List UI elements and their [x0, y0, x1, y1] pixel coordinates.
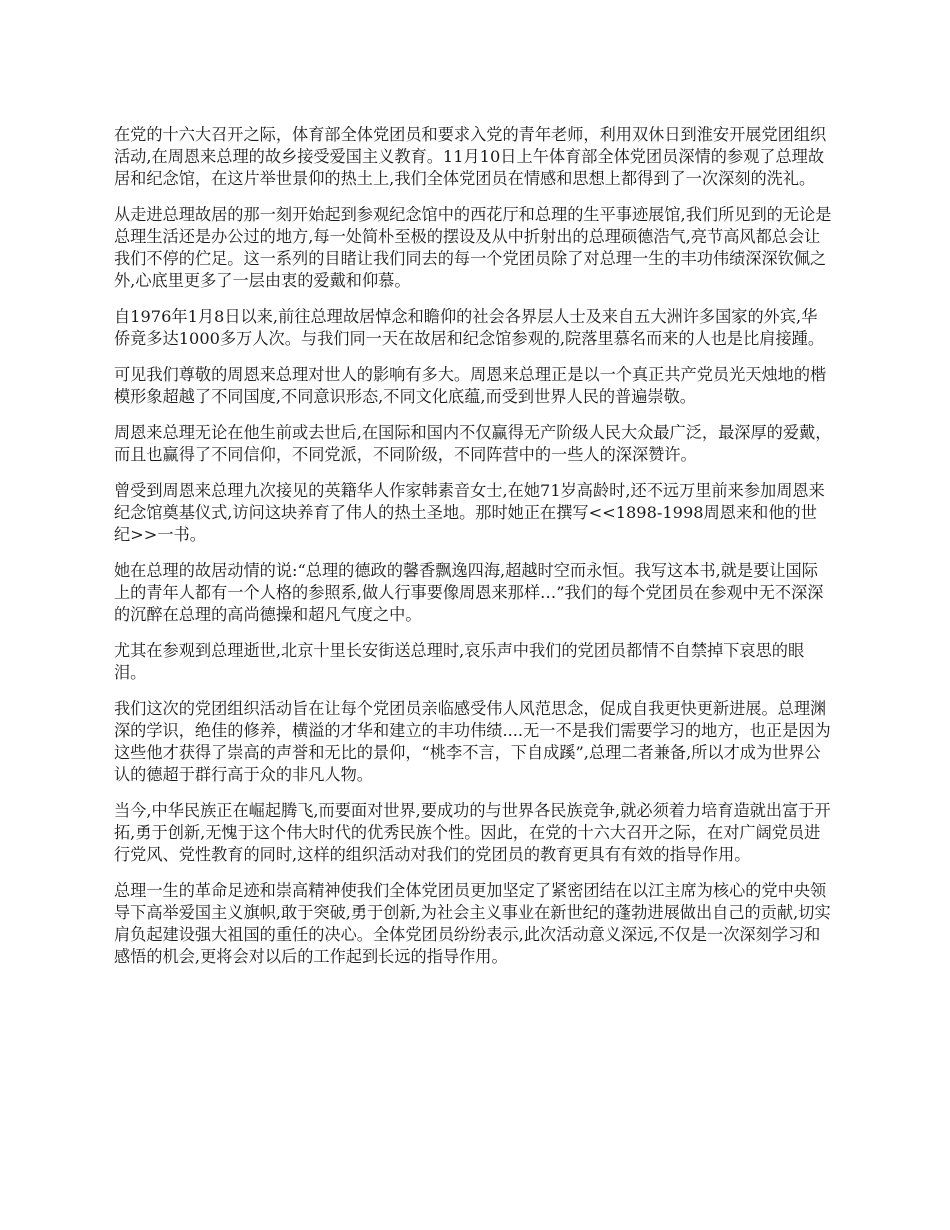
paragraph-4: 可见我们尊敬的周恩来总理对世人的影响有多大。周恩来总理正是以一个真正共产党员光天烛地的楷模形象超越了不同国度,不同意识形态,不同文化底蕴,而受到世界人民的普遍崇敬。 — [114, 365, 827, 406]
paragraph-1: 在党的十六大召开之际，体育部全体党团员和要求入党的青年老师，利用双休日到淮安开展党团组织活动,在周恩来总理的故乡接受爱国主义教育。11月10日上午体育部全体党团员深情的参观了总理故居和纪念馆，在这片举世景仰的热土上,我们全体党团员在情感和思想上都得到了一次深刻的洗礼。 — [114, 125, 827, 188]
paragraph-10: 当今,中华民族正在崛起腾飞,而要面对世界,要成功的与世界各民族竞争,就必须着力培育造就出富于开拓,勇于创新,无愧于这个伟大时代的优秀民族个性。因此，在党的十六大召开之际，在对广阔党员进行党风、党性教育的同时,这样的组织活动对我们的党团员的教育更具有有效的指导作用。 — [114, 801, 831, 864]
document-body — [114, 124, 832, 982]
paragraph-8: 尤其在参观到总理逝世,北京十里长安街送总理时,哀乐声中我们的党团员都情不自禁掉下哀思的眼泪。 — [114, 641, 805, 682]
paragraph-7: 她在总理的故居动情的说:“总理的德政的馨香飘逸四海,超越时空而永恒。我写这本书,就是要让国际上的青年人都有一个人格的参照系,做人行事要像周恩来那样…”我们的每个党团员在参观中无不深深的沉醉在总理的高尚德操和超凡气度之中。 — [114, 561, 824, 624]
paragraph-9: 我们这次的党团组织活动旨在让每个党团员亲临感受伟人风范思念，促成自我更快更新进展。总理渊深的学识，绝佳的修养，横溢的才华和建立的丰功伟绩....无一不是我们需要学习的地方，也正是因为这些他才获得了崇高的声誉和无比的景仰，“桃李不言，下自成蹊”,总理二者兼备,所以才成为世界公认的德超于群行高于众的非凡人物。 — [114, 699, 831, 784]
paragraph-2: 从走进总理故居的那一刻开始起到参观纪念馆中的西花厅和总理的生平事迹展馆,我们所见到的无论是总理生活还是办公过的地方,每一处简朴至极的摆设及从中折射出的总理硕德浩气,亮节高风都总会让我们不停的伫足。这一系列的目睹让我们同去的每一个党团员除了对总理一生的丰功伟绩深深钦佩之外,心底里更多了一层由衷的爱戴和仰慕。 — [114, 205, 832, 290]
paragraph-11: 总理一生的革命足迹和崇高精神使我们全体党团员更加坚定了紧密团结在以江主席为核心的党中央领导下高举爱国主义旗帜,敢于突破,勇于创新,为社会主义事业在新世纪的蓬勃进展做出自己的贡献,切实肩负起建设强大祖国的重任的决心。全体党团员纷纷表示,此次活动意义深远,不仅是一次深刻学习和感悟的机会,更将会对以后的工作起到长远的指导作用。 — [114, 881, 831, 966]
paragraph-3: 自1976年1月8日以来,前往总理故居悼念和瞻仰的社会各界层人士及来自五大洲许多国家的外宾,华侨竟多达1000多万人次。与我们同一天在故居和纪念馆参观的,院落里慕名而来的人也是比肩接踵。 — [114, 307, 825, 348]
paragraph-5: 周恩来总理无论在他生前或去世后,在国际和国内不仅赢得无产阶级人民大众最广泛，最深厚的爱戴，而且也赢得了不同信仰，不同党派，不同阶级，不同阵营中的一些人的深深赞许。 — [114, 423, 832, 464]
paragraph-6: 曾受到周恩来总理九次接见的英籍华人作家韩素音女士,在她71岁高龄时,还不远万里前来参加周恩来纪念馆奠基仪式,访问这块养育了伟人的热土圣地。那时她正在撰写<<1898-1998周恩来和他的世纪>>一书。 — [114, 481, 825, 544]
